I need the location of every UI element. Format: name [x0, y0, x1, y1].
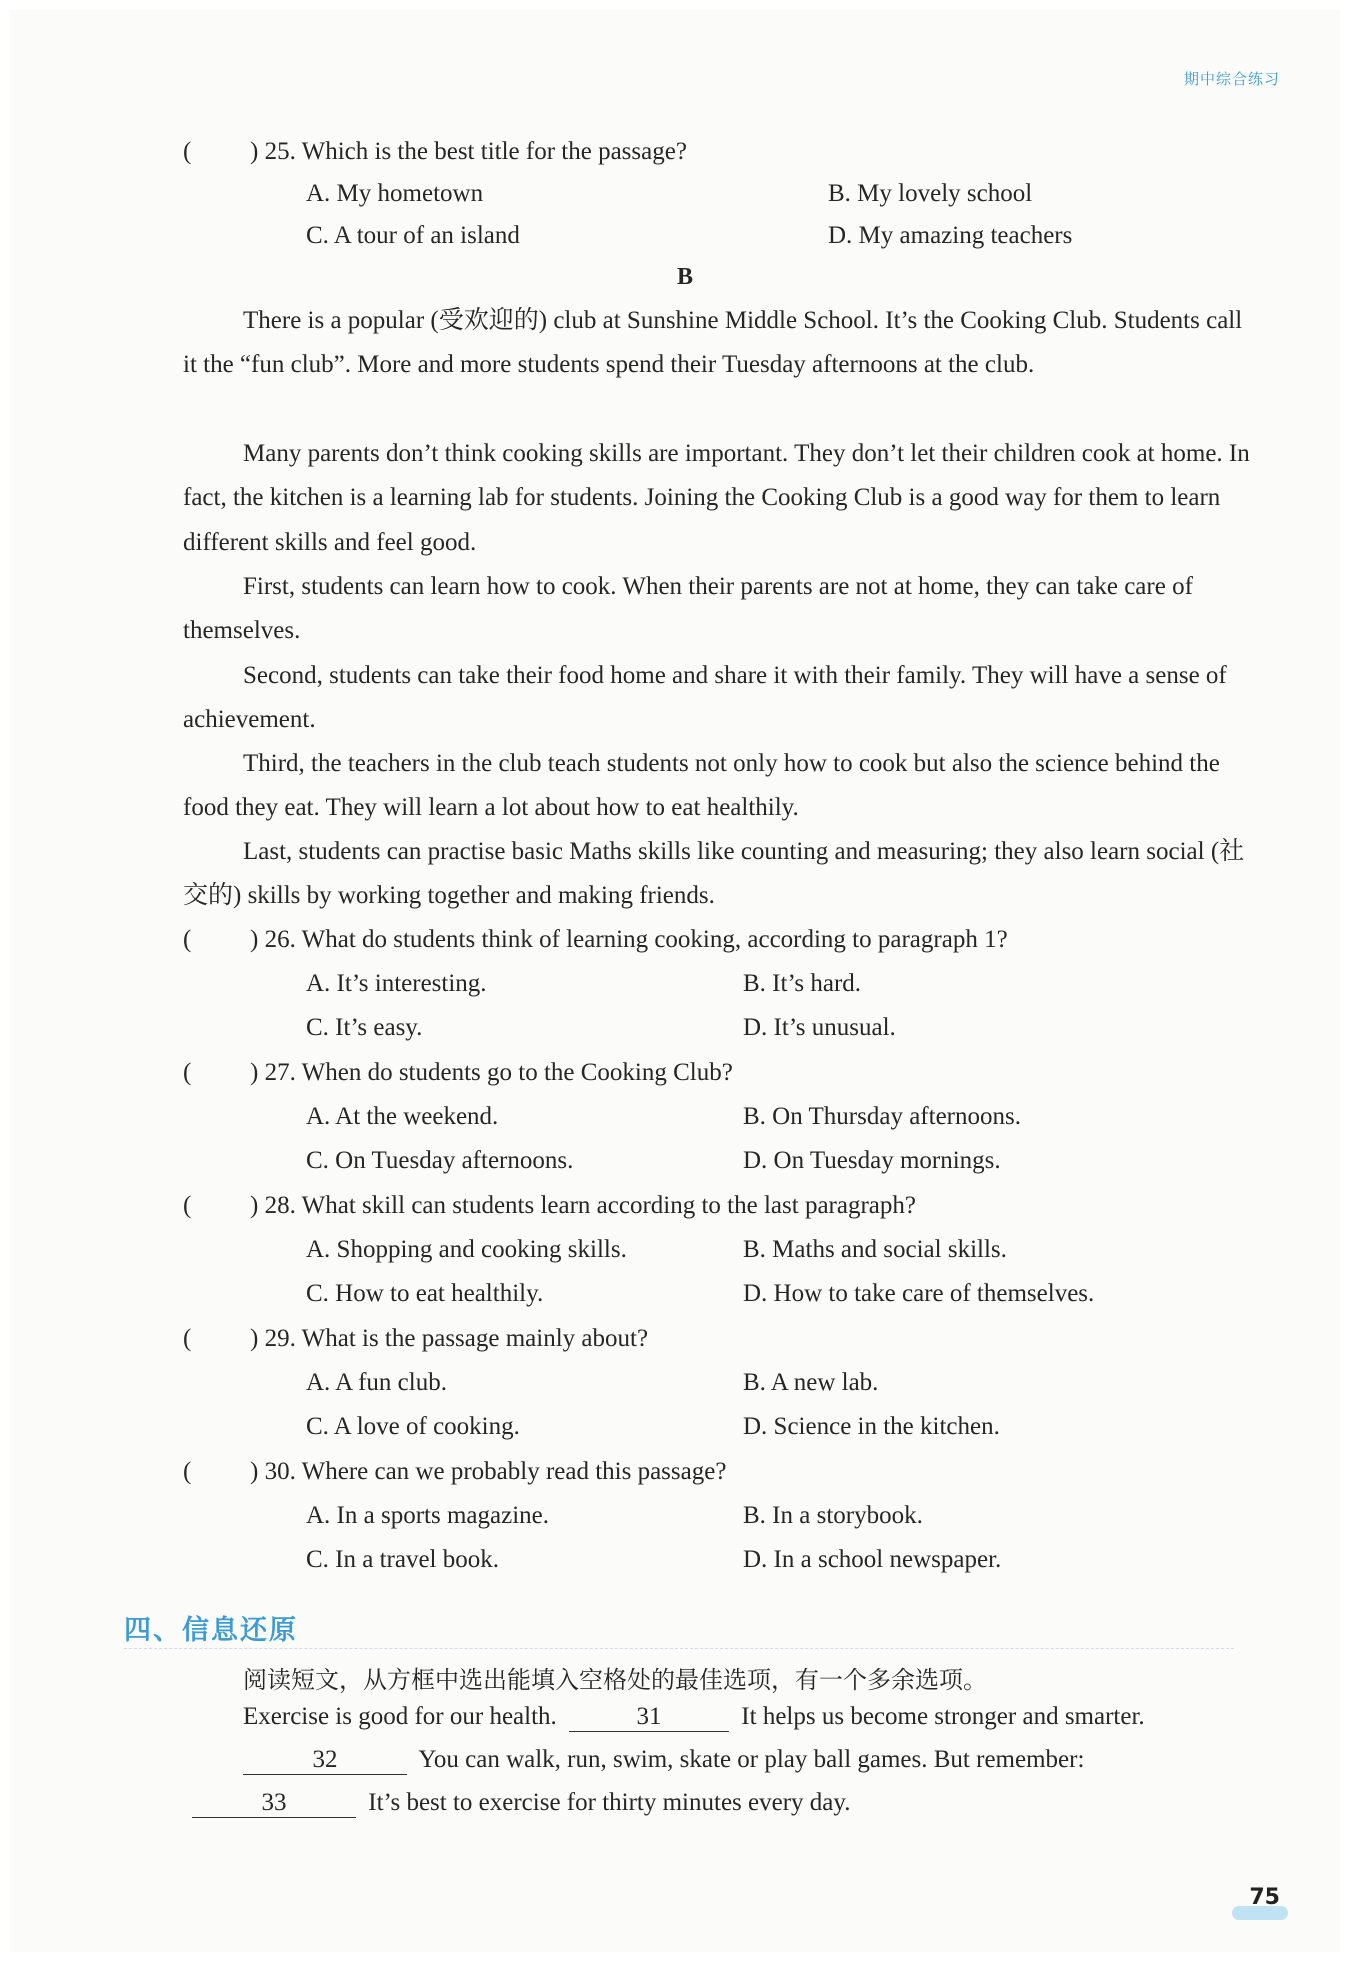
answer-paren[interactable]: ( — [183, 138, 192, 165]
passage-paragraph-6: Last, students can practise basic Maths skills like counting and measuring; they also learn social (社交的) skills by working together and making friends. — [183, 838, 1245, 910]
option-d: D. Science in the kitchen. — [743, 1413, 1000, 1440]
passage-paragraph-3: First, students can learn how to cook. When their parents are not at home, they can take care of themselves. — [183, 573, 1193, 645]
option-b: B. In a storybook. — [743, 1502, 923, 1529]
option-a: A. Shopping and cooking skills. — [306, 1236, 627, 1263]
option-d: D. On Tuesday mornings. — [743, 1147, 1001, 1174]
question-text: ) 29. What is the passage mainly about? — [250, 1325, 649, 1352]
option-a: A. In a sports magazine. — [306, 1502, 549, 1529]
option-b: B. My lovely school — [828, 180, 1033, 207]
answer-paren[interactable]: ( — [183, 1192, 192, 1219]
option-a: A. At the weekend. — [306, 1103, 499, 1130]
option-a: A. It’s interesting. — [306, 970, 487, 997]
option-d: D. It’s unusual. — [743, 1014, 896, 1041]
question-text: ) 25. Which is the best title for the passage? — [250, 138, 687, 165]
cloze-text: It’s best to exercise for thirty minutes every day. — [368, 1789, 851, 1816]
question-27 — [183, 1059, 733, 1087]
option-b: B. On Thursday afternoons. — [743, 1103, 1021, 1130]
question-28 — [183, 1192, 916, 1220]
passage-paragraph-1: There is a popular (受欢迎的) club at Sunshine Middle School. It’s the Cooking Club. Students call it the “fun club”. More and more students spend their Tuesday afternoons at the club. — [183, 307, 1243, 379]
header-tag: 期中综合练习 — [1183, 70, 1280, 88]
option-d: D. In a school newspaper. — [743, 1546, 1002, 1573]
question-26 — [183, 926, 1008, 954]
section-instruction: 阅读短文，从方框中选出能填入空格处的最佳选项，有一个多余选项。 — [243, 1666, 987, 1694]
page-number: 75 — [1249, 1885, 1280, 1910]
cloze-text: Exercise is good for our health. — [243, 1703, 557, 1730]
cloze-line-1 — [243, 1703, 1145, 1732]
option-c: C. It’s easy. — [306, 1014, 423, 1041]
option-a: A. A fun club. — [306, 1369, 447, 1396]
passage-paragraph-4: Second, students can take their food home and share it with their family. They will have a sense of achievement. — [183, 662, 1227, 734]
option-b: B. Maths and social skills. — [743, 1236, 1007, 1263]
option-c: C. A love of cooking. — [306, 1413, 520, 1440]
cloze-text: You can walk, run, swim, skate or play ball games. But remember: — [418, 1746, 1085, 1773]
cloze-line-3 — [192, 1789, 851, 1818]
answer-paren[interactable]: ( — [183, 1325, 192, 1352]
option-d: D. How to take care of themselves. — [743, 1280, 1095, 1307]
option-c: C. On Tuesday afternoons. — [306, 1147, 574, 1174]
option-c: C. In a travel book. — [306, 1546, 500, 1573]
question-29 — [183, 1325, 648, 1353]
answer-paren[interactable]: ( — [183, 1458, 192, 1485]
page — [10, 10, 1340, 1952]
option-c: C. How to eat healthily. — [306, 1280, 544, 1307]
blank-32[interactable]: 32 — [243, 1746, 407, 1775]
option-b: B. A new lab. — [743, 1369, 879, 1396]
blank-31[interactable]: 31 — [569, 1703, 729, 1732]
answer-paren[interactable]: ( — [183, 926, 192, 953]
cloze-line-2 — [243, 1746, 1084, 1775]
question-text: ) 28. What skill can students learn according to the last paragraph? — [250, 1192, 916, 1219]
question-text: ) 27. When do students go to the Cooking Club? — [250, 1059, 733, 1086]
passage-label: B — [676, 264, 693, 290]
cloze-text: It helps us become stronger and smarter. — [741, 1703, 1145, 1730]
option-c: C. A tour of an island — [306, 222, 520, 249]
option-b: B. It’s hard. — [743, 970, 862, 997]
section-divider — [124, 1648, 1234, 1649]
option-d: D. My amazing teachers — [828, 222, 1073, 249]
question-25 — [183, 138, 687, 166]
question-text: ) 26. What do students think of learning cooking, according to paragraph 1? — [250, 926, 1008, 953]
passage-paragraph-5: Third, the teachers in the club teach students not only how to cook but also the science behind the food they eat. They will learn a lot about how to eat healthily. — [183, 750, 1220, 822]
question-30 — [183, 1458, 726, 1486]
section-title: 四、信息还原 — [124, 1615, 298, 1646]
answer-paren[interactable]: ( — [183, 1059, 192, 1086]
blank-33[interactable]: 33 — [192, 1789, 356, 1818]
question-text: ) 30. Where can we probably read this passage? — [250, 1458, 727, 1485]
passage-paragraph-2: Many parents don’t think cooking skills are important. They don’t let their children cook at home. In fact, the kitchen is a learning lab for students. Joining the Cooking Club is a good way for them to learn different skills and feel good. — [183, 440, 1250, 556]
option-a: A. My hometown — [306, 180, 484, 207]
